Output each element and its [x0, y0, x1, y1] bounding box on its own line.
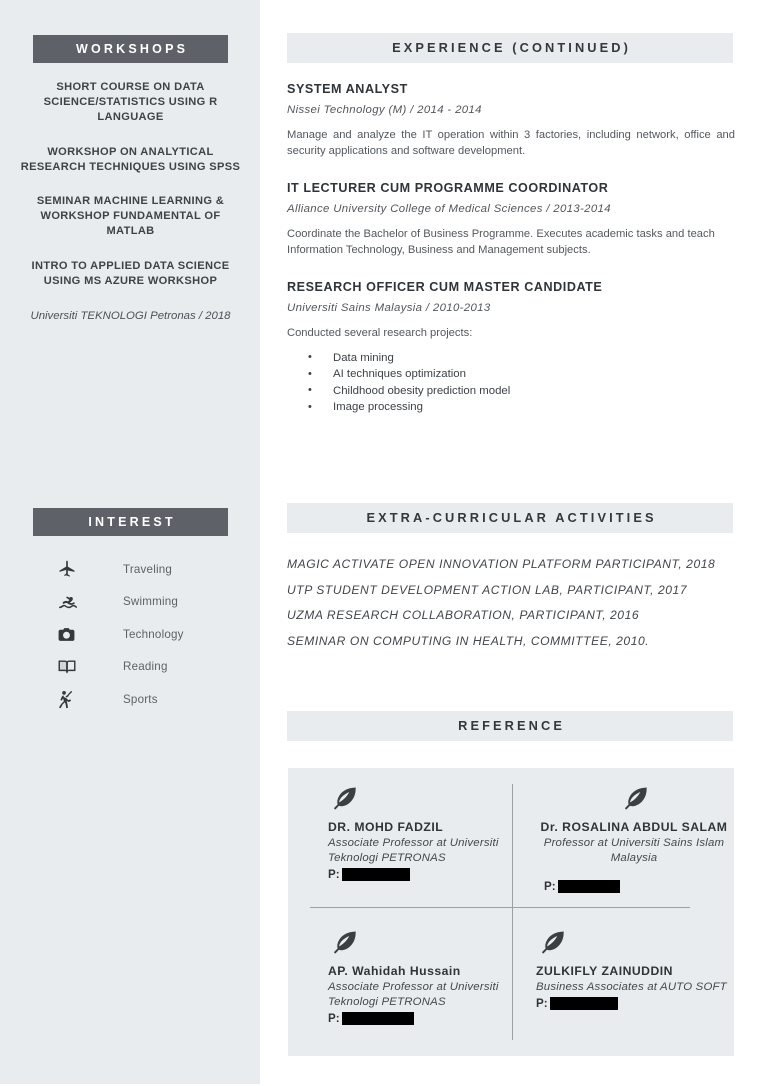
- reference-phone: [536, 880, 732, 893]
- interest-item-sports: [56, 683, 236, 716]
- workshops-section-heading: WORKSHOPS: [33, 35, 228, 63]
- open-book-icon: [56, 657, 90, 676]
- extra-curricular-section-heading: EXTRA-CURRICULAR ACTIVITIES: [287, 503, 733, 533]
- workshop-item: SHORT COURSE ON DATA SCIENCE/STATISTICS USING R LANGUAGE: [43, 81, 218, 124]
- reference-name: Dr. ROSALINA ABDUL SALAM: [540, 820, 728, 834]
- experience-entry: [287, 181, 737, 258]
- redacted-phone-number: [558, 880, 620, 893]
- interest-label: Reading: [123, 660, 168, 674]
- redacted-phone-number: [550, 997, 618, 1010]
- reference-phone: [328, 868, 524, 881]
- reference-section-heading: REFERENCE: [287, 711, 733, 741]
- experience-list: [287, 82, 737, 420]
- list-item: SEMINAR ON COMPUTING IN HEALTH, COMMITTEE, 2010.: [287, 633, 650, 648]
- reference-card: [536, 928, 732, 1010]
- phone-label: P:: [328, 868, 340, 881]
- interest-section-heading: INTEREST: [33, 508, 228, 536]
- experience-title: RESEARCH OFFICER CUM MASTER CANDIDATE: [287, 280, 603, 294]
- experience-entry: [287, 82, 737, 159]
- reference-role: Business Associates at AUTO SOFT: [536, 981, 727, 993]
- interest-list: [56, 553, 236, 716]
- experience-section-heading: EXPERIENCE (CONTINUED): [287, 33, 733, 63]
- workshop-item: SEMINAR MACHINE LEARNING & WORKSHOP FUNDAMENTAL OF MATLAB: [36, 195, 225, 238]
- list-item: UZMA RESEARCH COLLABORATION, PARTICIPANT, 2016: [287, 608, 640, 622]
- interest-item-traveling: [56, 553, 236, 586]
- experience-title: IT LECTURER CUM PROGRAMME COORDINATOR: [287, 181, 609, 195]
- experience-projects-list: [287, 350, 737, 416]
- reference-phone: [536, 997, 732, 1010]
- interest-item-reading: [56, 651, 236, 684]
- phone-label: P:: [328, 1012, 340, 1025]
- reference-horizontal-divider: [310, 907, 690, 908]
- workshops-list: [20, 80, 241, 325]
- extra-curricular-list: [287, 552, 737, 654]
- workshop-organisation: Universiti TEKNOLOGI Petronas / 2018: [30, 310, 231, 323]
- list-item: MAGIC ACTIVATE OPEN INNOVATION PLATFORM PARTICIPANT, 2018: [287, 557, 716, 571]
- page-break-mask: [260, 440, 768, 495]
- interest-label: Traveling: [123, 562, 173, 576]
- phone-label: P:: [536, 997, 548, 1010]
- swimmer-icon: [56, 592, 90, 612]
- quill-pen-icon: [536, 784, 732, 814]
- list-item: • Childhood obesity prediction model: [287, 383, 737, 400]
- interest-label: Technology: [123, 627, 184, 641]
- workshop-item: WORKSHOP ON ANALYTICAL RESEARCH TECHNIQUES USING SPSS: [20, 145, 241, 173]
- reference-name: AP. Wahidah Hussain: [328, 964, 461, 978]
- experience-description: Manage and analyze the IT operation within 3 factories, including network, office and security applications and software development.: [287, 129, 735, 157]
- sports-person-icon: [56, 688, 90, 711]
- redacted-phone-number: [342, 868, 410, 881]
- reference-card: [536, 784, 732, 893]
- reference-grid: [288, 768, 734, 1056]
- interest-item-swimming: [56, 586, 236, 619]
- interest-label: Swimming: [123, 595, 179, 609]
- list-item: • AI techniques optimization: [287, 366, 737, 383]
- quill-pen-icon: [328, 784, 524, 814]
- workshop-item: INTRO TO APPLIED DATA SCIENCE USING MS AZURE WORKSHOP: [31, 259, 230, 287]
- reference-card: [328, 928, 524, 1025]
- airplane-icon: [56, 559, 90, 579]
- experience-meta: Alliance University College of Medical Sciences / 2013-2014: [287, 203, 611, 215]
- sidebar: [0, 0, 260, 1084]
- experience-description: Coordinate the Bachelor of Business Programme. Executes academic tasks and teach Information Technology, Business and Management subjects.: [287, 228, 715, 256]
- experience-title: SYSTEM ANALYST: [287, 82, 408, 96]
- experience-meta: Nissei Technology (M) / 2014 - 2014: [287, 104, 482, 116]
- quill-pen-icon: [536, 928, 732, 958]
- experience-projects-lead: Conducted several research projects:: [287, 327, 473, 339]
- experience-entry: [287, 280, 737, 416]
- reference-card: [328, 784, 524, 881]
- phone-label: P:: [544, 880, 556, 893]
- interest-label: Sports: [123, 692, 158, 706]
- experience-meta: Universiti Sains Malaysia / 2010-2013: [287, 302, 491, 314]
- quill-pen-icon: [328, 928, 524, 958]
- list-item: UTP STUDENT DEVELOPMENT ACTION LAB, PARTICIPANT, 2017: [287, 582, 688, 597]
- reference-name: ZULKIFLY ZAINUDDIN: [536, 964, 673, 978]
- list-item: • Data mining: [287, 350, 737, 367]
- main-content: [260, 0, 768, 1086]
- reference-phone: [328, 1012, 524, 1025]
- reference-role: Associate Professor at Universiti Teknologi PETRONAS: [328, 981, 499, 1008]
- camera-icon: [56, 625, 90, 644]
- reference-name: DR. MOHD FADZIL: [328, 820, 444, 834]
- reference-role: Professor at Universiti Sains Islam Malaysia: [543, 837, 725, 864]
- interest-item-technology: [56, 618, 236, 651]
- list-item: • Image processing: [287, 399, 737, 416]
- reference-role: Associate Professor at Universiti Teknologi PETRONAS: [328, 837, 499, 864]
- redacted-phone-number: [342, 1012, 414, 1025]
